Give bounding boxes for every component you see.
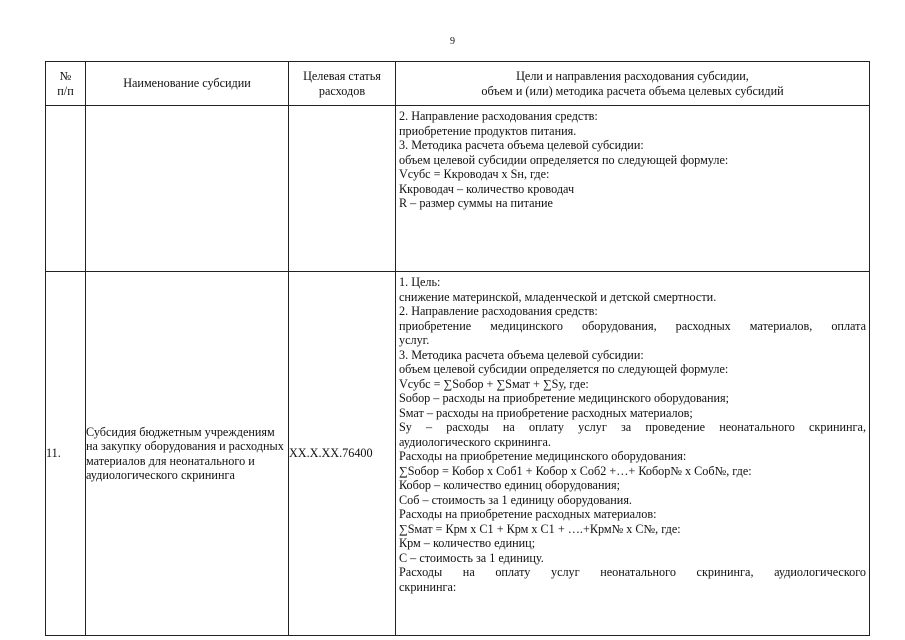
description-line: приобретение продуктов питания.	[399, 123, 577, 138]
description-line: объем целевой субсидии определяется по следующей формуле:	[399, 362, 729, 376]
row-code: ХХ.Х.ХХ.76400	[289, 272, 396, 636]
header-goals	[396, 62, 870, 106]
description-line: Sу – расходы на оплату услуг за проведение неонатального скрининга,	[399, 420, 866, 434]
description-line: 2. Направление расходования средств:	[399, 304, 598, 318]
description-line: объем целевой субсидии определяется по следующей формуле:	[399, 152, 729, 167]
page-number: 9	[450, 36, 455, 47]
row-num	[46, 106, 86, 272]
description-line: Sмат – расходы на приобретение расходных материалов;	[399, 405, 693, 420]
header-code-line: Целевая статья	[303, 69, 381, 83]
row-description	[396, 272, 870, 636]
description-line: С – стоимость за 1 единицу.	[399, 550, 544, 565]
description-line: 3. Методика расчета объема целевой субсидии:	[399, 347, 644, 362]
row-name	[86, 106, 289, 272]
subsidy-table	[45, 61, 870, 636]
header-goals-line: объем и (или) методика расчета объема целевых субсидий	[481, 83, 784, 98]
description-line: Крм – количество единиц;	[399, 536, 536, 550]
header-num	[46, 62, 86, 106]
description-line: Ккроводач – количество кроводач	[399, 181, 575, 196]
description-line: Соб – стоимость за 1 единицу оборудования.	[399, 492, 632, 507]
header-num-line: №	[59, 69, 72, 83]
description-line: услуг.	[399, 333, 430, 347]
description-line: R – размер суммы на питание	[399, 196, 553, 210]
header-goals-line: Цели и направления расходования субсидии,	[516, 69, 749, 83]
table-row	[46, 106, 870, 272]
header-name: Наименование субсидии	[86, 62, 289, 106]
description-line: ∑Sобор = Кобор х Соб1 + Кобор х Соб2 +…+ Кобор№ х Соб№, где:	[399, 463, 752, 478]
table-header-row	[46, 62, 870, 106]
header-code	[289, 62, 396, 106]
table-row	[46, 272, 870, 636]
description-line: Расходы на приобретение расходных материалов:	[399, 507, 657, 521]
description-line: скрининга:	[399, 579, 457, 594]
description-line: снижение материнской, младенческой и детской смертности.	[399, 289, 717, 304]
description-line: 2. Направление расходования средств:	[399, 109, 598, 123]
description-line: Vсубс = Ккроводач х Sн, где:	[399, 167, 550, 181]
description-line: 3. Методика расчета объема целевой субсидии:	[399, 138, 644, 152]
description-line: Кобор – количество единиц оборудования;	[399, 478, 620, 492]
description-line: Sобор – расходы на приобретение медицинского оборудования;	[399, 391, 730, 405]
description-line: аудиологического скрининга.	[399, 434, 551, 449]
description-line: Расходы на приобретение медицинского оборудования:	[399, 449, 687, 463]
description-line: Расходы на оплату услуг неонатального скрининга, аудиологического	[399, 565, 866, 579]
description-line: приобретение медицинского оборудования, расходных материалов, оплата	[399, 318, 866, 333]
header-code-line: расходов	[318, 83, 366, 98]
description-line: Vсубс = ∑Sобор + ∑Sмат + ∑Sу, где:	[399, 376, 589, 391]
row-name: Субсидия бюджетным учреждениям на закупку оборудования и расходных материалов для неонатального и аудиологического скрининга	[86, 272, 289, 636]
row-code	[289, 106, 396, 272]
description-line: 1. Цель:	[399, 275, 441, 289]
header-num-line: п/п	[57, 83, 74, 98]
row-description	[396, 106, 870, 272]
description-line: ∑Sмат = Крм х С1 + Крм х С1 + ….+Крм№ х С№, где:	[399, 521, 681, 536]
row-num: 11.	[46, 272, 86, 636]
